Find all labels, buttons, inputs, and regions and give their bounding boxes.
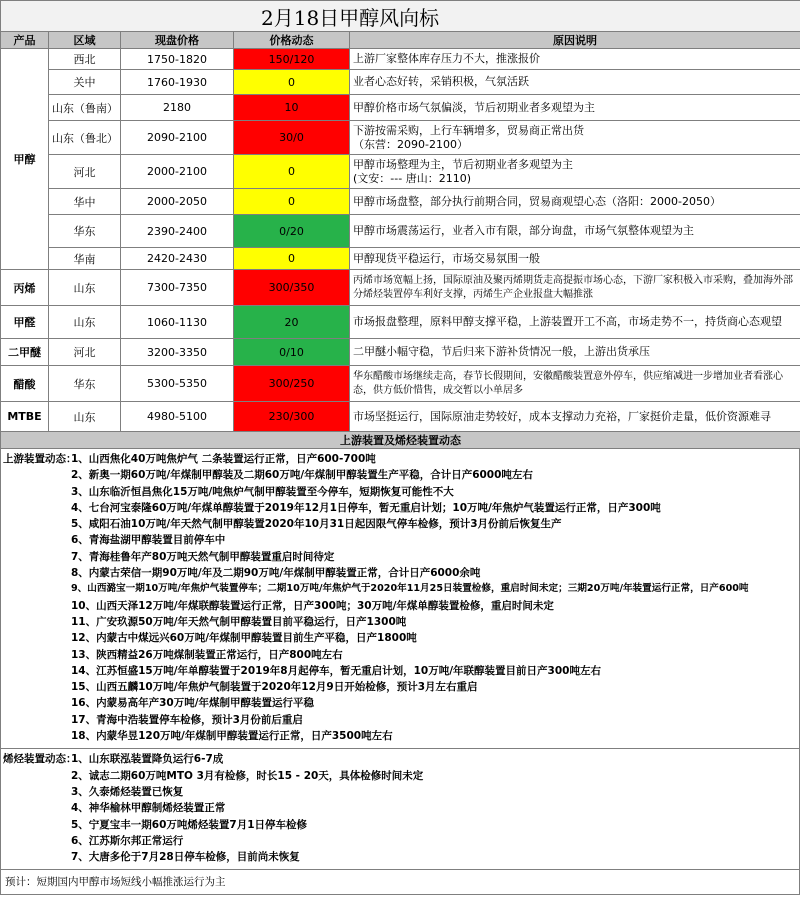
list-item: 3、山东临沂恒昌焦化15万吨/吨焦炉气制甲醇装置至今停车，短期恢复可能性不大 (71, 485, 454, 498)
list-item: 7、青海桂鲁年产80万吨天然气制甲醇装置重启时间待定 (71, 550, 335, 563)
list-item: 18、内蒙华昱120万吨/年煤制甲醇装置运行正常，日产3500吨左右 (71, 730, 393, 743)
upstream-block (1, 449, 799, 749)
reason-cell: 下游按需采购，上行车辆增多，贸易商正常出货 （东营：2090-2100） (350, 121, 800, 155)
list-item: 6、江苏斯尔邦正常运行 (71, 834, 184, 847)
list-item: 上游装置动态：1、山西焦化40万吨焦炉气 二条装置运行正常，日产600-700吨 (1, 451, 799, 467)
region-cell: 华南 (49, 248, 121, 270)
list-item: 9、山西潞宝一期10万吨/年焦炉气装置停车；二期10万吨/年焦炉气于2020年11月25日装置检修，重启时间未定；三期20万吨/年装置运行正常，日产600吨 (71, 583, 749, 595)
trend-cell: 300/350 (234, 270, 350, 306)
list-item: 15、山西五麟10万吨/年焦炉气制装置于2020年12月9日开始检修，预计3月左右重启 (71, 681, 478, 694)
product-cell: 醋酸 (1, 366, 49, 402)
region-cell: 山东 (49, 402, 121, 432)
reason-cell: 市场报盘整理，原料甲醇支撑平稳，上游装置开工不高，市场走势不一，持货商心态观望 (350, 306, 800, 339)
trend-cell: 0 (234, 189, 350, 215)
list-item: 3、久泰烯烃装置已恢复 (71, 785, 184, 798)
reason-cell: 市场坚挺运行，国际原油走势较好，成本支撑动力充裕，厂家挺价走量，低价资源难寻 (350, 402, 800, 432)
product-cell: 丙烯 (1, 270, 49, 306)
price-cell: 1750-1820 (121, 49, 234, 70)
reason-cell: 甲醇市场盘整，部分执行前期合同，贸易商观望心态（洛阳：2000-2050） (350, 189, 800, 215)
reason-cell: 丙烯市场宽幅上扬，国际原油及聚丙烯期货走高提振市场心态，下游厂家积极入市采购，叠加海外部分烯烃装置停车利好支撑，丙烯生产企业报盘大幅推涨 (350, 270, 800, 306)
price-cell: 7300-7350 (121, 270, 234, 306)
trend-cell: 0/20 (234, 215, 350, 248)
forecast-text: 预计：短期国内甲醇市场短线小幅推涨运行为主 (0, 870, 800, 895)
region-cell: 山东 (49, 270, 121, 306)
list-item: 4、神华榆林甲醇制烯烃装置正常 (71, 802, 226, 815)
price-cell: 2000-2050 (121, 189, 234, 215)
trend-cell: 0/10 (234, 339, 350, 366)
reason-cell: 甲醇市场震荡运行，业者入市有限，部分询盘，市场气氛整体观望为主 (350, 215, 800, 248)
product-cell: 甲醇 (1, 49, 49, 270)
list-item: 12、内蒙古中煤远兴60万吨/年煤制甲醇装置目前生产平稳，日产1800吨 (71, 632, 417, 645)
region-cell: 山东（鲁北） (49, 121, 121, 155)
page-title: 2月18日甲醇风向标 (1, 1, 800, 32)
trend-cell: 230/300 (234, 402, 350, 432)
trend-cell: 10 (234, 95, 350, 121)
upstream-label: 上游装置动态： (3, 453, 77, 465)
list-item: 14、江苏恒盛15万吨/年单醇装置于2019年8月起停车，暂无重启计划，10万吨/年联醇装置目前日产300吨左右 (71, 664, 601, 677)
header-region: 区域 (49, 32, 121, 49)
list-item: 16、内蒙易高年产30万吨/年煤制甲醇装置运行平稳 (71, 697, 315, 710)
price-cell: 1060-1130 (121, 306, 234, 339)
list-item: 13、陕西精益26万吨煤制装置正常运行，日产800吨左右 (71, 648, 343, 661)
product-cell: 二甲醚 (1, 339, 49, 366)
list-item: 5、咸阳石油10万吨/年天然气制甲醇装置2020年10月31日起因限气停车检修，预计3月份前后恢复生产 (71, 518, 562, 531)
region-cell: 关中 (49, 70, 121, 95)
trend-cell: 0 (234, 248, 350, 270)
header-price: 现盘价格 (121, 32, 234, 49)
region-cell: 华东 (49, 215, 121, 248)
olefin-block (1, 749, 799, 870)
price-cell: 3200-3350 (121, 339, 234, 366)
trend-cell: 30/0 (234, 121, 350, 155)
price-cell: 2090-2100 (121, 121, 234, 155)
list-item: 4、七台河宝泰隆60万吨/年煤单醇装置于2019年12月1日停车，暂无重启计划；10万吨/年焦炉气装置运行正常，日产300吨 (71, 501, 661, 514)
trend-cell: 20 (234, 306, 350, 339)
header-product: 产品 (1, 32, 49, 49)
price-cell: 2420-2430 (121, 248, 234, 270)
price-cell: 2390-2400 (121, 215, 234, 248)
reason-cell: 业者心态好转，采销积极，气氛活跃 (350, 70, 800, 95)
list-item: 7、大唐多伦于7月28日停车检修，目前尚未恢复 (71, 851, 300, 864)
header-reason: 原因说明 (350, 32, 800, 49)
region-cell: 华中 (49, 189, 121, 215)
price-cell: 2000-2100 (121, 155, 234, 189)
price-cell: 4980-5100 (121, 402, 234, 432)
list-item: 17、青海中浩装置停车检修，预计3月份前后重启 (71, 713, 303, 726)
price-cell: 1760-1930 (121, 70, 234, 95)
plant-status (0, 449, 800, 870)
reason-cell: 上游厂家整体库存压力不大，推涨报价 (350, 49, 800, 70)
region-cell: 西北 (49, 49, 121, 70)
reason-cell: 甲醇市场整理为主，节后初期业者多观望为主 (文安：--- 唐山：2110) (350, 155, 800, 189)
region-cell: 河北 (49, 339, 121, 366)
price-cell: 5300-5350 (121, 366, 234, 402)
reason-cell: 华东醋酸市场继续走高，春节长假期间，安徽醋酸装置意外停车，供应缩减进一步增加业者看涨心态，供方低价惜售，成交暂以小单居多 (350, 366, 800, 402)
reason-cell: 二甲醚小幅守稳，节后归来下游补货情况一般，上游出货承压 (350, 339, 800, 366)
section-title: 上游装置及烯烃装置动态 (1, 432, 800, 449)
trend-cell: 150/120 (234, 49, 350, 70)
list-item: 2、诚志二期60万吨MTO 3月有检修，时长15 - 20天，具体检修时间未定 (71, 769, 424, 782)
region-cell: 河北 (49, 155, 121, 189)
region-cell: 山东 (49, 306, 121, 339)
list-item: 5、宁夏宝丰一期60万吨烯烃装置7月1日停车检修 (71, 818, 308, 831)
header-trend: 价格动态 (234, 32, 350, 49)
trend-cell: 0 (234, 70, 350, 95)
list-item: 8、内蒙古荣信一期90万吨/年及二期90万吨/年煤制甲醇装置正常，合计日产6000余吨 (71, 567, 481, 580)
reason-cell: 甲醇价格市场气氛偏淡，节后初期业者多观望为主 (350, 95, 800, 121)
list-item: 烯烃装置动态：1、山东联泓装置降负运行6-7成 (1, 751, 799, 767)
region-cell: 山东（鲁南） (49, 95, 121, 121)
list-item: 10、山西天泽12万吨/年煤联醇装置运行正常，日产300吨；30万吨/年煤单醇装置检修，重启时间未定 (71, 599, 554, 612)
region-cell: 华东 (49, 366, 121, 402)
product-cell: MTBE (1, 402, 49, 432)
product-cell: 甲醛 (1, 306, 49, 339)
list-item: 2、新奥一期60万吨/年煤制甲醇装及二期60万吨/年煤制甲醇装置生产平稳，合计日产6000吨左右 (71, 469, 533, 482)
list-item: 6、青海盐湖甲醇装置目前停车中 (71, 534, 226, 547)
price-cell: 2180 (121, 95, 234, 121)
list-item: 11、广安玖源50万吨/年天然气制甲醇装置目前平稳运行，日产1300吨 (71, 615, 407, 628)
trend-cell: 0 (234, 155, 350, 189)
trend-cell: 300/250 (234, 366, 350, 402)
olefin-label: 烯烃装置动态： (3, 753, 77, 766)
reason-cell: 甲醇现货平稳运行，市场交易氛围一般 (350, 248, 800, 270)
